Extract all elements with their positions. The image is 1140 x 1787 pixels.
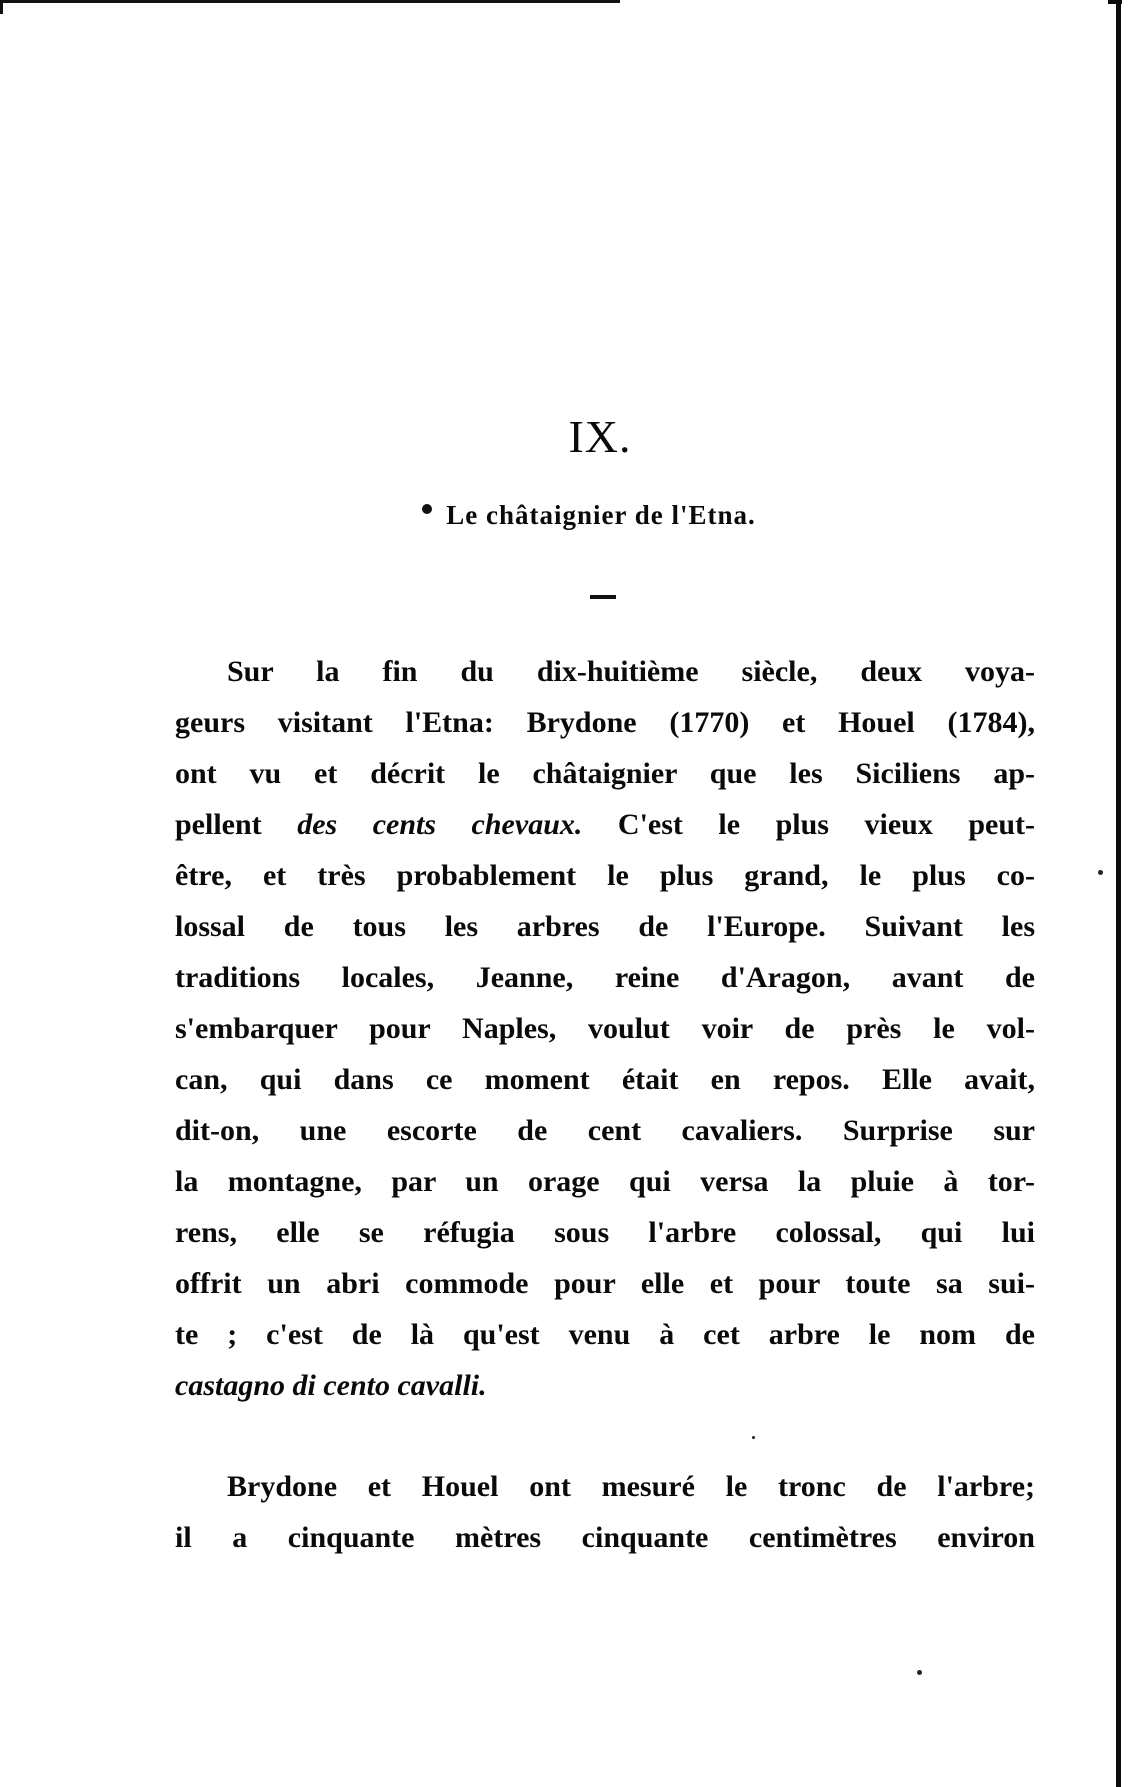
text-line (175, 1360, 1035, 1411)
italic-phrase: castagno di cento cavalli. (175, 1369, 487, 1402)
text-line: geurs visitant l'Etna: Brydone (1770) et Houel (1784), (175, 706, 1035, 739)
scan-speck (752, 1436, 755, 1439)
text-line: lossal de tous les arbres de l'Europe. Suivant les (175, 910, 1035, 943)
text-line: Brydone et Houel ont mesuré le tronc de l'arbre; (227, 1470, 1035, 1503)
scan-edge-corner (0, 0, 3, 14)
text-line: traditions locales, Jeanne, reine d'Aragon, avant de (175, 961, 1035, 994)
bullet-icon (422, 504, 432, 514)
text-line: la montagne, par un orage qui versa la pluie à tor- (175, 1165, 1035, 1198)
text-line: can, qui dans ce moment était en repos. Elle avait, (175, 1063, 1035, 1096)
text-line: Sur la fin du dix-huitième siècle, deux voya- (227, 655, 1035, 688)
text-line: rens, elle se réfugia sous l'arbre colossal, qui lui (175, 1216, 1035, 1249)
italic-phrase: des cents chevaux. (297, 808, 583, 841)
paragraph-1 (175, 646, 1035, 1411)
scan-speck (917, 1670, 922, 1675)
text-line (175, 799, 1035, 850)
scan-edge-right-tick (1108, 0, 1122, 4)
paragraph-2 (175, 1461, 1035, 1563)
scan-edge-top (0, 0, 620, 3)
section-separator (590, 595, 616, 599)
text-line: être, et très probablement le plus grand, le plus co- (175, 859, 1035, 892)
text-line: dit-on, une escorte de cent cavaliers. Surprise sur (175, 1114, 1035, 1147)
scan-edge-right (1116, 0, 1121, 1787)
text-line: offrit un abri commode pour elle et pour toute sa sui- (175, 1267, 1035, 1300)
chapter-title (0, 500, 1140, 531)
text-line: il a cinquante mètres cinquante centimètres environ (175, 1521, 1035, 1554)
chapter-number: IX. (568, 411, 632, 462)
text-line: ont vu et décrit le châtaignier que les Siciliens ap- (175, 757, 1035, 790)
chapter-title-text: Le châtaignier de l'Etna. (446, 500, 756, 530)
text-segment: pellent (175, 808, 262, 841)
text-segment: C'est le plus vieux peut- (617, 808, 1036, 841)
text-line: s'embarquer pour Naples, voulut voir de près le vol- (175, 1012, 1035, 1045)
text-line: te ; c'est de là qu'est venu à cet arbre le nom de (175, 1318, 1035, 1351)
scan-speck (1098, 870, 1103, 875)
